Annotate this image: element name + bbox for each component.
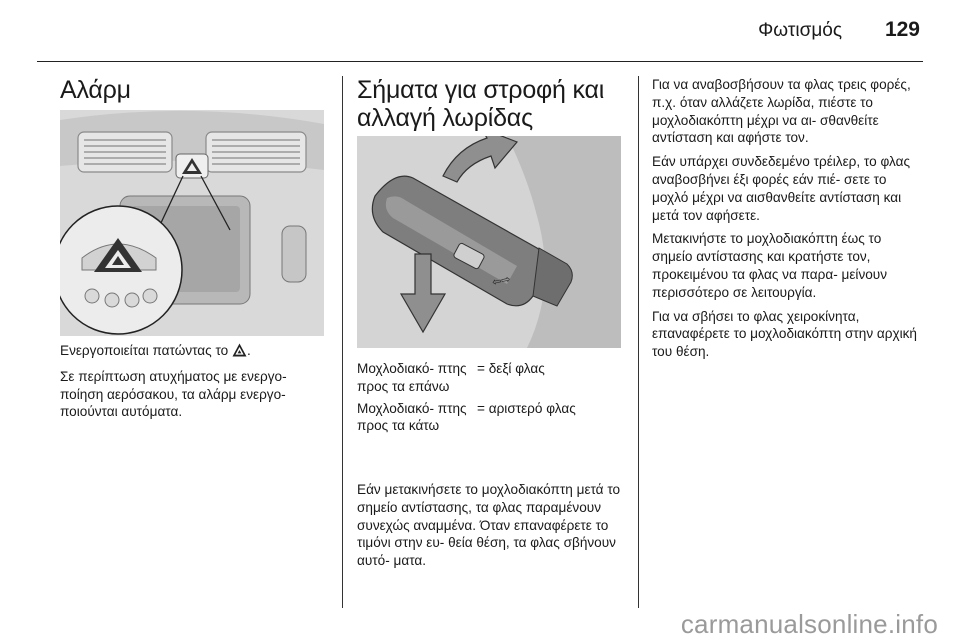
hazard-caption-activation: Ενεργοποιείται πατώντας το . — [60, 342, 328, 362]
turn-signal-lever-illustration — [357, 136, 621, 348]
lane-change-paragraph-1: Για να αναβοσβήσουν τα φλας τρεις φορές, π.χ. όταν αλλάζετε λωρίδα, πιέστε το μοχλοδιακόπτη μέχρι να αι- σθανθείτε αντίσταση και αφήστε τον. — [652, 77, 911, 146]
hazard-button-illustration — [60, 110, 324, 336]
lever-row-down — [357, 400, 623, 436]
hazard-heading: Αλάρμ — [60, 76, 131, 104]
lever-direction-table — [357, 360, 623, 439]
column-divider-right — [638, 76, 639, 608]
column-divider-left — [342, 76, 343, 608]
lever-row-desc: = δεξί φλας — [477, 361, 545, 376]
lane-change-paragraph-4: Για να σβήσει το φλας χειροκίνητα, επαναφέρετε το μοχλοδιακόπτη στην αρχική του θέση. — [652, 308, 917, 360]
lever-row-up — [357, 360, 623, 396]
lane-change-paragraph-3: Μετακινήστε το μοχλοδιακόπτη έως το σημείο αντίστασης και κρατήστε τον, προκειμένου τα φλας να παρα- μείνουν περισσότερο σε λειτουργία. — [652, 231, 888, 300]
lever-row-term: Μοχλοδιακό- πτης προς τα κάτω — [357, 400, 467, 434]
hazard-caption-airbag: Σε περίπτωση ατυχήματος με ενεργο- ποίηση αερόσακου, τα αλάρμ ενεργο- ποιούνται αυτόματα. — [60, 368, 287, 420]
site-watermark: carmanualsonline.info — [680, 609, 938, 639]
turn-signal-heading: Σήματα για στροφή και αλλαγή λωρίδας — [357, 76, 605, 132]
page-number: 129 — [884, 18, 920, 41]
header-rule — [37, 61, 923, 62]
turn-signal-section — [357, 76, 623, 569]
lever-row-term: Μοχλοδιακό- πτης προς τα επάνω — [357, 361, 467, 394]
lever-row-desc: = αριστερό φλας — [477, 400, 576, 416]
turn-signal-paragraph: Εάν μετακινήσετε το μοχλοδιακόπτη μετά το σημείο αντίστασης, τα φλας παραμένουν συνεχώς αναμμένα. Όταν επαναφέρετε το τιμόνι στην ευ- θεία θέση, τα φλας σβήνουν αυτό- ματα. — [357, 482, 621, 569]
hazard-warning-icon — [232, 343, 247, 362]
hazard-section — [60, 76, 328, 420]
svg-text:⇦⇨: ⇦⇨ — [490, 272, 512, 289]
page-header-title: Φωτισμός — [758, 20, 842, 41]
lane-change-section — [652, 76, 924, 367]
lane-change-paragraph-2: Εάν υπάρχει συνδεδεμένο τρέιλερ, το φλας αναβοσβήνει έξι φορές εάν πιέ- σετε το μοχλό μέχρι να αισθανθείτε αντίσταση και μετά τον αφήσετε. — [652, 154, 911, 223]
